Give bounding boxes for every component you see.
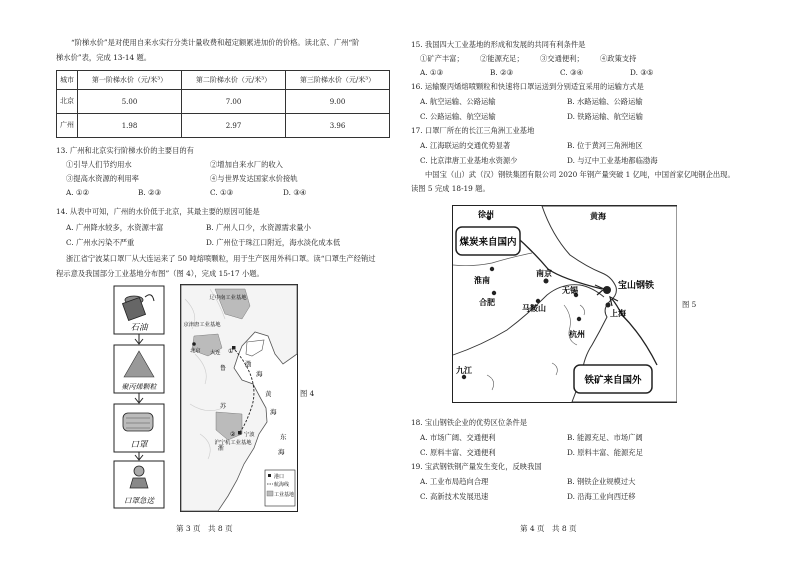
province-label: 苏 [220,403,227,410]
table-header-cell: 第一阶梯水价（元/米³） [78,71,182,90]
table-cell: 3.96 [286,114,390,138]
province-label: 浙 [218,445,225,452]
answer-choice: A. 江海联运的交通优势显著 [420,141,511,150]
city-label: 北京 [190,348,201,354]
table-cell: 9.00 [286,90,390,114]
answer-choice: B. 广州人口少，水资源需求量小 [206,223,311,232]
answer-choice: D. 沿海工业向西迁移 [567,492,636,501]
city-dot [544,279,549,284]
table-row [57,114,390,138]
table-cell-city: 北京 [57,90,78,114]
intro-text-line: 梯水价”表，完成 13-14 题。 [56,53,152,62]
city-label: 大连 [210,350,221,356]
city-dot [577,317,581,321]
arrow-down-icon [135,393,143,403]
city-label: 杭州 [569,330,585,339]
arrow-down-icon [135,334,143,344]
port-icon [238,431,242,435]
delivery-person-icon [130,478,148,488]
steel-plant-label: 宝山钢铁 [618,281,655,291]
answer-choice: A. 广州降水较多，水资源丰富 [66,223,164,232]
answer-choice: C. 公路运输、航空运输 [420,112,496,121]
question-stem: 15. 我国四大工业基地的形成和发展的共同有利条件是 [411,40,586,49]
route-marker: ② [230,431,236,438]
question-option: ③提高水资源的利用率 [66,174,139,183]
answer-choice: D. ③⑤ [630,68,654,77]
legend-label: 航海线 [274,482,290,488]
answer-choice: C. 原料丰富、交通便利 [420,448,496,457]
answer-choice: A. ①② [66,188,89,197]
legend-label: 工业基地 [274,492,295,498]
city-label: 马鞍山 [522,304,546,313]
table-cell: 7.00 [182,90,286,114]
answer-choice: C. 比京津唐工业基地水资源少 [420,156,518,165]
info-box-label: 铁矿来自国外 [584,375,642,386]
sea-label: 渤 [245,360,252,368]
answer-choice: A. 航空运输、公路运输 [420,97,496,106]
answer-choice: B. ②③ [138,188,162,197]
answer-choice: D. 原料丰富、能源充足 [567,448,643,457]
intro-text-line: 浙江省宁波某口罩厂从大连运来了 50 吨熔喷颗粒，用于生产医用外科口罩。读“口罩生产经销过 [66,254,376,263]
question-option: ①引导人们节约用水 [66,160,132,169]
table-row [57,90,390,114]
question-stem: 14. 从表中可知，广州的水价低于北京，其最主要的原因可能是 [56,207,260,216]
city-label: 南京 [536,269,552,278]
answer-choice: B. 能源充足、市场广阔 [567,433,643,442]
flow-step-label: 口罩急送 [124,496,154,505]
answer-choice: C. 高新技术发展迅速 [420,492,489,501]
figure-label: 图 5 [682,300,697,309]
question-stem: 17. 口罩厂所在的长江三角洲工业基地 [411,126,535,135]
city-label: 淮南 [474,276,490,285]
city-label: 宁波 [244,432,255,438]
answer-choice: C. ①③ [210,188,234,197]
base-label: 辽中南工业基地 [209,295,247,301]
city-dot [192,342,196,346]
table-cell-city: 广州 [57,114,78,138]
city-label: 徐州 [478,210,494,219]
table-cell: 1.98 [78,114,182,138]
city-dot [462,375,466,379]
answer-choice: D. 广州位于珠江口附近，海水淡化成本低 [206,238,341,247]
intro-text-line: “阶梯水价”是对使用自来水实行分类计量收费和超定额累进加价的价格。读北京、广州“阶 [71,38,360,47]
flow-step-label: 聚丙烯颗粒 [121,383,157,391]
legend-port-icon [268,474,271,477]
flow-step-label: 石油 [130,323,148,333]
answer-choice: D. 与辽中工业基地都临渤海 [567,156,658,165]
route-marker: ① [228,348,234,355]
figure-label: 图 4 [300,389,315,398]
flow-step-label: 口罩 [130,440,148,450]
intro-text-line: 读图 5 完成 18-19 题。 [411,184,490,193]
question-stem: 18. 宝山钢铁企业的优势区位条件是 [411,418,528,427]
city-label: 合肥 [479,298,495,307]
sea-label: 海 [278,448,285,456]
answer-choice: A. ①③ [420,68,443,77]
industrial-base-map [180,284,298,512]
sea-label: 东 [280,433,287,441]
question-option: ④政策支持 [600,54,637,63]
question-stem: 13. 广州和北京实行阶梯水价的主要目的有 [56,146,194,155]
legend-label: 港口 [274,474,285,480]
question-option: ②能源充足； [480,54,524,63]
question-stem: 16. 运输聚丙烯熔喷颗粒和快速将口罩运送到分别适宜采用的运输方式是 [411,82,644,91]
answer-choice: B. ②③ [490,68,514,77]
answer-choice: C. 广州水污染不严重 [66,238,135,247]
province-label: 鲁 [220,365,227,372]
intro-text-line: 中国宝（山）武（汉）钢铁集团有限公司 2020 年钢产量突破 1 亿吨，中国首家亿吨钢企出现。 [425,170,735,179]
answer-choice: D. 铁路运输、航空运输 [567,112,643,121]
base-label: 沪宁杭工业基地 [214,440,252,446]
city-dot [606,303,611,308]
intro-text-line: 程示意及我国部分工业基地分布图”（图 4），完成 15-17 小题。 [56,269,264,278]
city-label: 无锡 [562,286,578,295]
water-price-table [56,70,390,138]
base-label: 京津唐工业基地 [183,322,221,328]
city-dot [492,291,496,295]
city-label: 九江 [456,366,472,375]
answer-choice: B. 水路运输、公路运输 [567,97,643,106]
sea-label: 海 [256,370,263,378]
question-stem: 19. 宝武钢铁钢产量发生变化，反映我国 [411,462,542,471]
answer-choice: A. 工业布局趋向合理 [420,477,489,486]
sea-label: 黄 [265,390,272,398]
table-cell: 2.97 [182,114,286,138]
delivery-person-icon [134,466,144,476]
arrow-down-icon [135,452,143,460]
right-page [397,0,794,564]
answer-choice: B. 位于黄河三角洲地区 [567,141,643,150]
table-header-row [57,71,390,90]
city-label: 上海 [610,309,626,318]
mask-production-flowchart [110,283,170,510]
steel-plant-icon [603,286,611,294]
question-option: ④与世界发达国家水价接轨 [210,174,298,183]
page-footer: 第 4 页 共 8 页 [520,524,577,533]
answer-choice: B. 钢铁企业规模过大 [567,477,636,486]
question-option: ①矿产丰富； [420,54,464,63]
question-option: ②增加自来水厂的收入 [210,160,283,169]
sea-label: 海 [270,408,277,416]
baosteel-location-map [452,205,677,403]
question-option: ③交通便利； [540,54,584,63]
city-dot [536,299,540,303]
answer-choice: A. 市场广阔、交通便利 [420,433,496,442]
info-box-label: 煤炭来自国内 [459,237,517,248]
table-header-cell: 第二阶梯水价（元/米³） [182,71,286,90]
answer-choice: C. ③④ [560,68,584,77]
answer-choice: D. ③④ [283,188,307,197]
table-header-cell: 城市 [57,71,78,90]
sea-label: 黄海 [590,212,606,221]
page-footer: 第 3 页 共 8 页 [176,524,233,533]
city-dot [490,267,494,271]
legend-base-icon [267,491,273,496]
table-cell: 5.00 [78,90,182,114]
table-header-cell: 第三阶梯水价（元/米³） [286,71,390,90]
